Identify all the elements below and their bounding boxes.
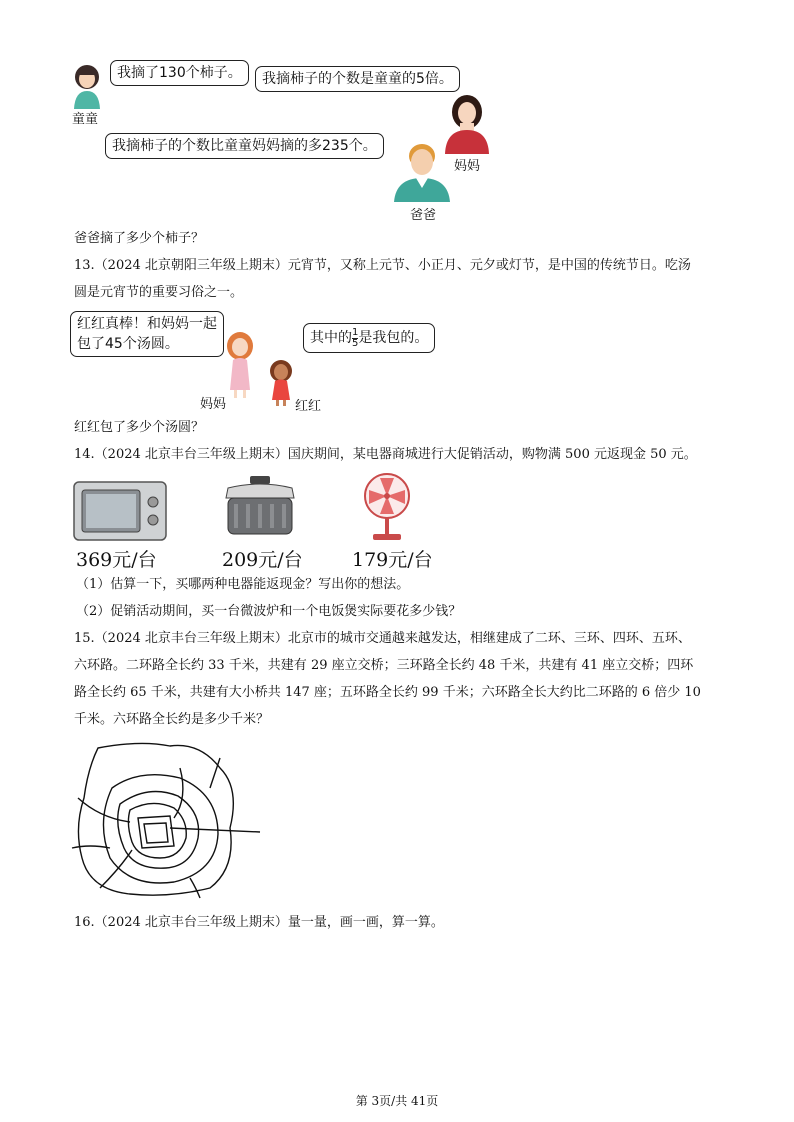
bubble-honghong-post: 是我包的。 [358,330,429,346]
label-tongtong: 童童 [72,112,99,127]
girl-figure-icon [266,360,296,406]
man-avatar-icon [392,140,452,202]
electric-fan-icon [360,472,414,542]
q15-line3: 路全长约 65 千米，共建有大小桥共 147 座；五环路全长约 99 千米；六环路全长大约比二环路的 6 倍少 10 [74,685,701,700]
fraction-one-fifth: $\frac{1}{5}$ [352,326,359,349]
price-microwave: 369元/台 [76,549,157,571]
speech-bubble-honghong [303,323,435,353]
bubble-honghong-pre: 其中的 [310,330,352,346]
speech-bubble-mother [70,311,224,357]
price-fan: 179元/台 [352,549,433,571]
microwave-icon [72,480,168,542]
q15-line1: 15.（2024 北京丰台三年级上期末）北京市的城市交通越来越发达，相继建成了二环、三环、四环、五环、 [74,631,691,646]
girl-avatar-icon [70,63,104,109]
label-dad: 爸爸 [410,208,437,223]
ring-road-map [70,738,270,900]
q14-sub1: （1）估算一下，买哪两种电器能返现金？写出你的想法。 [76,577,410,592]
q13-line1: 13.（2024 北京朝阳三年级上期末）元宵节，又称上元节、小正月、元夕或灯节，是中国的传统节日。吃汤 [74,258,691,273]
price-rice-cooker: 209元/台 [222,549,303,571]
q16-line1: 16.（2024 北京丰台三年级上期末）量一量，画一画，算一算。 [74,915,444,930]
q14-sub2: （2）促销活动期间，买一台微波炉和一个电饭煲实际要花多少钱？ [76,604,462,619]
bubble-mother-line2: 包了45个汤圆。 [77,336,179,352]
q13-line2: 圆是元宵节的重要习俗之一。 [74,285,244,300]
speech-bubble-tongtong: 我摘了130个柿子。 [110,60,249,86]
speech-bubble-dad: 我摘柿子的个数比童童妈妈摘的多235个。 [105,133,384,159]
q15-line4: 千米。六环路全长约是多少千米？ [74,712,270,727]
mother-figure-icon [222,332,258,398]
q15-line2: 六环路。二环路全长约 33 千米，共建有 29 座立交桥；三环路全长约 48 千米，共建有 41 座立交桥；四环 [74,658,694,673]
label-honghong: 红红 [295,399,322,414]
q12-question: 爸爸摘了多少个柿子？ [74,231,205,246]
label-mom: 妈妈 [454,159,481,174]
bubble-mother-line1: 红红真棒！和妈妈一起 [77,316,217,332]
rice-cooker-icon [222,474,298,542]
q14-line1: 14.（2024 北京丰台三年级上期末）国庆期间，某电器商城进行大促销活动，购物满 500 元返现金 50 元。 [74,447,697,462]
q13-question: 红红包了多少个汤圆？ [74,420,205,435]
page-number: 第 3页/共 41页 [355,1094,439,1108]
speech-bubble-mom: 我摘柿子的个数是童童的5倍。 [255,66,460,92]
label-mother: 妈妈 [200,397,227,412]
